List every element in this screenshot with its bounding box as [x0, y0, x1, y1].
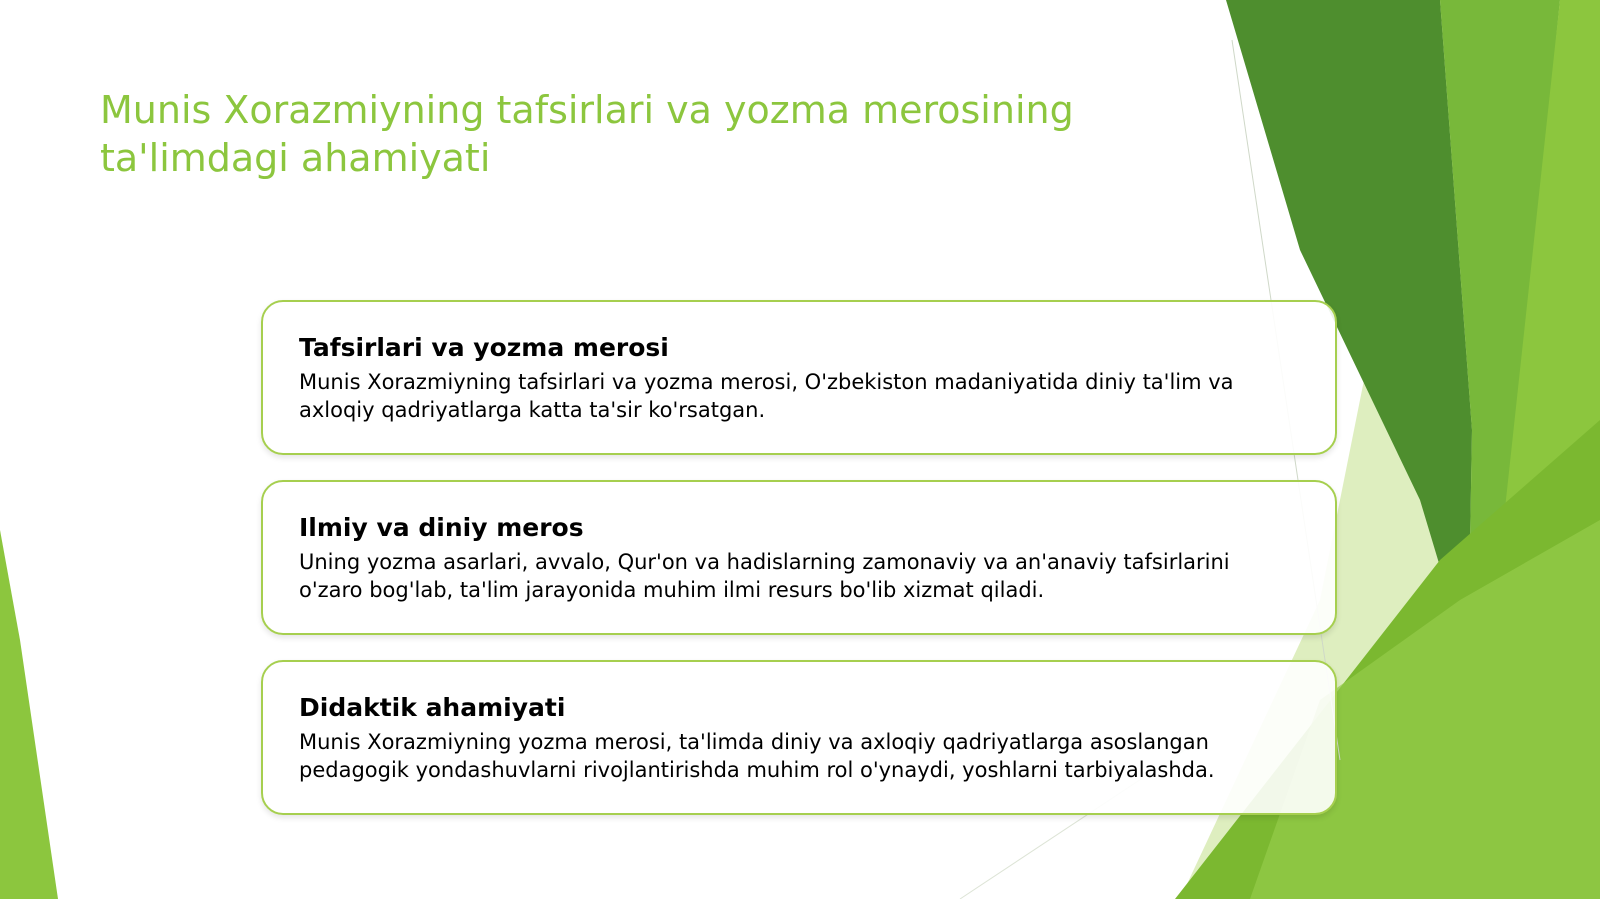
card-text: Munis Xorazmiyning yozma merosi, ta'limda diniy va axloqiy qadriyatlarga asoslangan pedagogik yondashuvlarni rivojlantirishda muhim rol o'ynaydi, yoshlarni tarbiyalashda. [299, 730, 1215, 782]
card-didaktik [261, 660, 1337, 815]
card-heading: Didaktik ahamiyati [299, 693, 566, 722]
card-heading: Ilmiy va diniy meros [299, 513, 584, 542]
card-tafsirlari [261, 300, 1337, 455]
card-ilmiy-diniy [261, 480, 1337, 635]
content-cards [261, 300, 1337, 840]
left-green-shard [0, 530, 58, 899]
card-text: Munis Xorazmiyning tafsirlari va yozma merosi, O'zbekiston madaniyatida diniy ta'lim va axloqiy qadriyatlarga katta ta'sir ko'rsatgan. [299, 370, 1234, 422]
card-text: Uning yozma asarlari, avvalo, Qur'on va hadislarning zamonaviy va an'anaviy tafsirlarini o'zaro bog'lab, ta'lim jarayonida muhim ilmi resurs bo'lib xizmat qiladi. [299, 550, 1230, 602]
card-heading: Tafsirlari va yozma merosi [299, 333, 669, 362]
slide-title: Munis Xorazmiyning tafsirlari va yozma merosining ta'limdagi ahamiyati [100, 88, 1074, 180]
